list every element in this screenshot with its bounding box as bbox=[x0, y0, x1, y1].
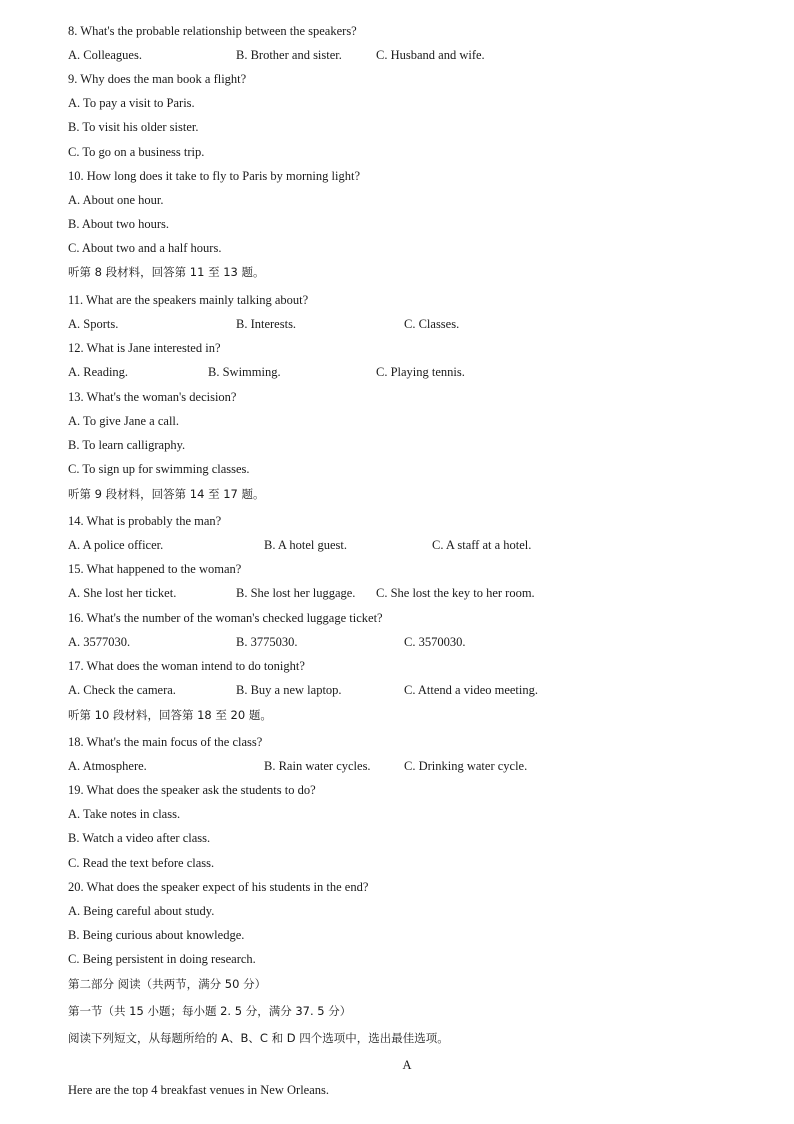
option-a: A. Colleagues. bbox=[68, 48, 142, 62]
option-a: A. Atmosphere. bbox=[68, 759, 147, 773]
option-b: B. She lost her luggage. bbox=[236, 586, 356, 600]
option-b: B. Rain water cycles. bbox=[264, 759, 371, 773]
part2-title: 第二部分 阅读（共两节，满分 50 分） bbox=[68, 977, 267, 991]
option-b: B. To visit his older sister. bbox=[68, 120, 199, 134]
option-c: C. Attend a video meeting. bbox=[404, 683, 539, 697]
question-stem: 14. What is probably the man? bbox=[68, 514, 222, 528]
option-c: C. She lost the key to her room. bbox=[376, 586, 535, 600]
option-b: B. Interests. bbox=[236, 317, 297, 331]
option-b: B. Watch a video after class. bbox=[68, 831, 211, 845]
question-stem: 12. What is Jane interested in? bbox=[68, 341, 221, 355]
passage-intro: Here are the top 4 breakfast venues in New Orleans. bbox=[68, 1083, 330, 1097]
option-c: C. 3570030. bbox=[404, 635, 466, 649]
question-stem: 20. What does the speaker expect of his students in the end? bbox=[68, 880, 369, 894]
section-header: 听第 10 段材料，回答第 18 至 20 题。 bbox=[68, 708, 272, 722]
option-c: C. Read the text before class. bbox=[68, 856, 215, 870]
option-b: B. A hotel guest. bbox=[264, 538, 347, 552]
option-a: A. Sports. bbox=[68, 317, 119, 331]
question-stem: 10. How long does it take to fly to Paris by morning light? bbox=[68, 169, 360, 183]
reading-instruction: 阅读下列短文，从每题所给的 A、B、C 和 D 四个选项中，选出最佳选项。 bbox=[68, 1031, 449, 1045]
section1-title: 第一节（共 15 小题；每小题 2. 5 分，满分 37. 5 分） bbox=[68, 1004, 352, 1018]
passage-label: A bbox=[402, 1058, 412, 1072]
section-header: 听第 9 段材料，回答第 14 至 17 题。 bbox=[68, 487, 265, 501]
option-c: C. Playing tennis. bbox=[376, 365, 465, 379]
question-stem: 19. What does the speaker ask the students to do? bbox=[68, 783, 316, 797]
section-header: 听第 8 段材料，回答第 11 至 13 题。 bbox=[68, 265, 265, 279]
option-a: A. Being careful about study. bbox=[68, 904, 215, 918]
option-c: C. Classes. bbox=[404, 317, 460, 331]
question-stem: 17. What does the woman intend to do tonight? bbox=[68, 659, 305, 673]
option-a: A. To pay a visit to Paris. bbox=[68, 96, 195, 110]
question-stem: 13. What's the woman's decision? bbox=[68, 390, 237, 404]
option-a: A. Take notes in class. bbox=[68, 807, 181, 821]
option-a: A. Check the camera. bbox=[68, 683, 176, 697]
option-a: A. To give Jane a call. bbox=[68, 414, 180, 428]
question-stem: 9. Why does the man book a flight? bbox=[68, 72, 247, 86]
option-a: A. About one hour. bbox=[68, 193, 164, 207]
option-b: B. Buy a new laptop. bbox=[236, 683, 342, 697]
option-a: A. Reading. bbox=[68, 365, 129, 379]
question-stem: 15. What happened to the woman? bbox=[68, 562, 242, 576]
question-stem: 18. What's the main focus of the class? bbox=[68, 735, 263, 749]
option-c: C. Husband and wife. bbox=[376, 48, 485, 62]
option-c: C. Being persistent in doing research. bbox=[68, 952, 256, 966]
option-b: B. 3775030. bbox=[236, 635, 298, 649]
option-c: C. To go on a business trip. bbox=[68, 145, 205, 159]
option-b: B. Being curious about knowledge. bbox=[68, 928, 245, 942]
option-b: B. Brother and sister. bbox=[236, 48, 342, 62]
option-a: A. 3577030. bbox=[68, 635, 131, 649]
question-stem: 16. What's the number of the woman's checked luggage ticket? bbox=[68, 611, 383, 625]
question-stem: 11. What are the speakers mainly talking about? bbox=[68, 293, 309, 307]
option-c: C. To sign up for swimming classes. bbox=[68, 462, 250, 476]
option-c: C. Drinking water cycle. bbox=[404, 759, 528, 773]
option-c: C. A staff at a hotel. bbox=[432, 538, 532, 552]
option-a: A. She lost her ticket. bbox=[68, 586, 177, 600]
question-stem: 8. What's the probable relationship between the speakers? bbox=[68, 24, 357, 38]
option-b: B. Swimming. bbox=[208, 365, 281, 379]
option-b: B. To learn calligraphy. bbox=[68, 438, 186, 452]
option-c: C. About two and a half hours. bbox=[68, 241, 222, 255]
option-b: B. About two hours. bbox=[68, 217, 170, 231]
option-a: A. A police officer. bbox=[68, 538, 164, 552]
